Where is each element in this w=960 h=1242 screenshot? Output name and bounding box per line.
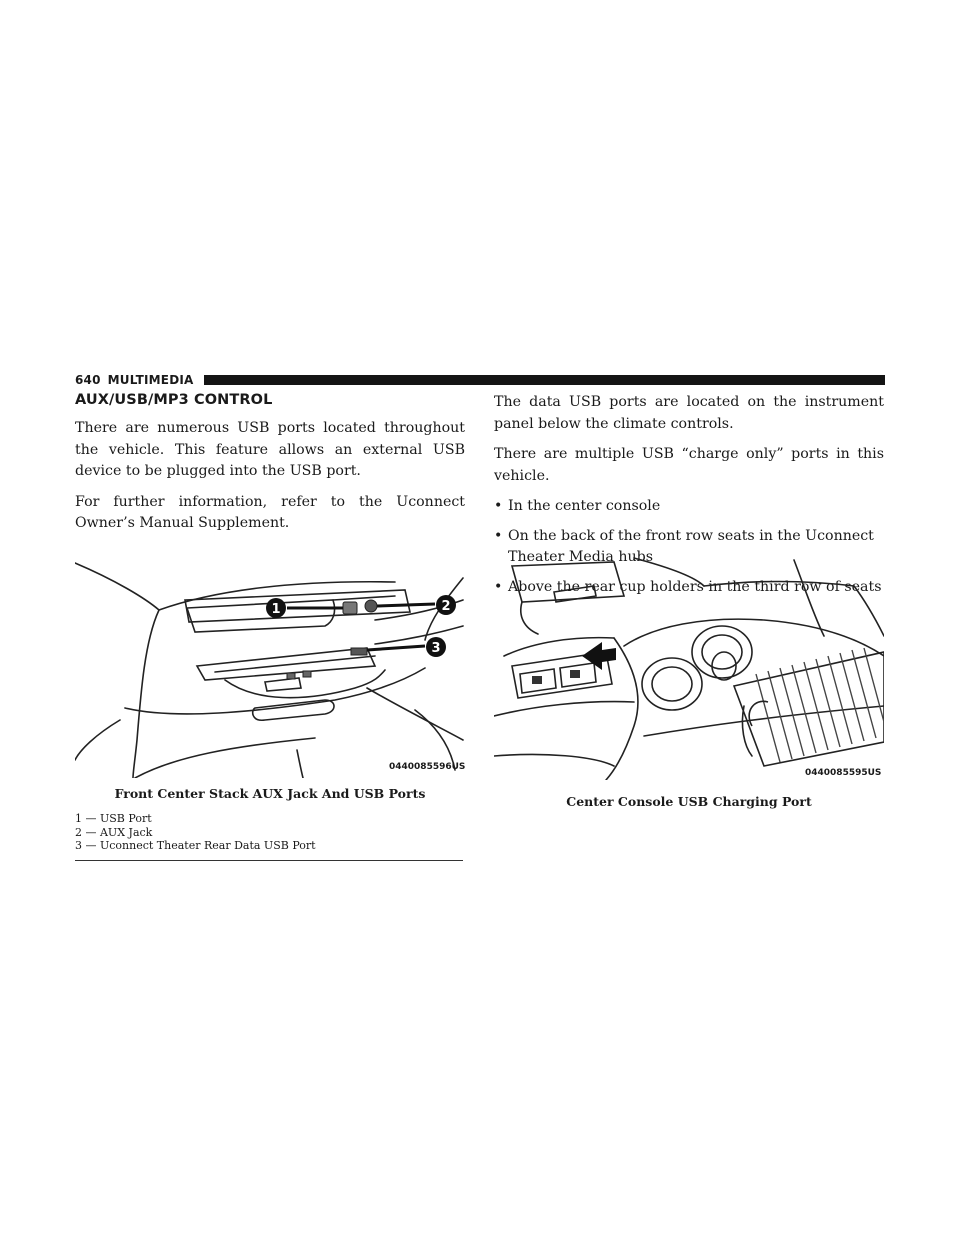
callout-label: 3 [431,641,441,656]
callout-label: 1 [271,602,281,617]
callout-3 [426,637,446,657]
figure-code: 0440085595US [805,768,882,778]
section-title: MULTIMEDIA [107,373,194,387]
section-heading: AUX/USB/MP3 CONTROL [75,392,273,408]
paragraph: The data USB ports are located on the instrument panel below the climate controls. [494,394,884,432]
center-console-illustration [494,556,884,780]
callout-1 [266,598,286,618]
callout-label: 2 [441,599,451,614]
center-stack-illustration [75,560,465,778]
arrow-icon [582,642,616,670]
legend-item: 2 — AUX Jack [75,825,153,839]
bullet-icon: • [494,498,503,514]
figure-code: 0440085596US [389,762,466,772]
list-item: • Above the rear cup holders in the third row of seats [494,577,884,599]
header-rule [204,375,885,385]
list-item: • On the back of the front row seats in the Uconnect Theater Media hubs [494,527,874,565]
figure-legend [75,812,465,853]
figure-caption: Center Console USB Charging Port [566,794,812,809]
paragraph: There are numerous USB ports located throughout the vehicle. This feature allows an external USB device to be plugged into the USB port. [75,420,465,479]
figure-caption: Front Center Stack AUX Jack And USB Ports [114,786,426,801]
legend-rule [75,860,463,861]
bullet-icon: • [494,527,503,544]
callout-2 [436,595,456,615]
figure-front-center-stack [75,560,465,778]
paragraph: For further information, refer to the Uconnect Owner’s Manual Supplement. [75,493,465,531]
legend-item: 3 — Uconnect Theater Rear Data USB Port [75,839,316,852]
list-item: • In the center console [494,496,884,518]
bullet-icon: • [494,578,503,595]
legend-item: 1 — USB Port [75,812,152,825]
left-column [75,392,465,544]
page-number: 640 [75,373,101,387]
page-header [75,373,885,387]
figure-center-console [494,556,884,780]
paragraph: There are multiple USB “charge only” ports in this vehicle. [494,446,884,484]
